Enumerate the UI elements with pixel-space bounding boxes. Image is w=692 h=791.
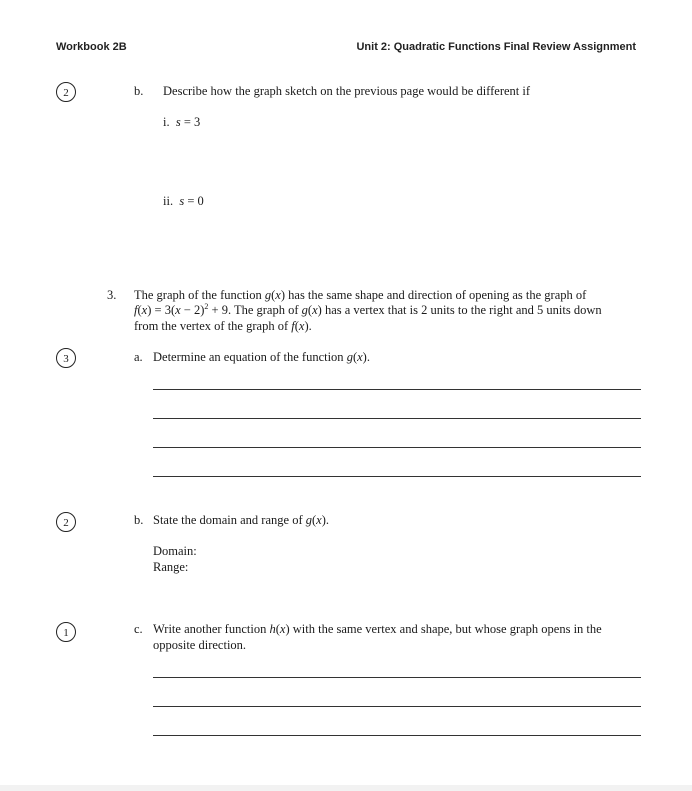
sub-question-ii: ii. s = 0: [163, 194, 204, 208]
sub-question-i: i. s = 3: [163, 115, 201, 129]
marks-badge: 1: [56, 622, 76, 642]
question-letter: b.: [134, 513, 144, 527]
answer-line[interactable]: [153, 389, 641, 390]
question-letter: b.: [134, 84, 144, 98]
question-prompt: Describe how the graph sketch on the previous page would be different if: [163, 84, 531, 98]
question-stem-line-1: The graph of the function g(x) has the same shape and direction of opening as the graph of: [134, 288, 587, 302]
question-prompt-line-2: opposite direction.: [153, 638, 247, 652]
question-number: 3.: [107, 288, 117, 302]
question-prompt: Determine an equation of the function g(x).: [153, 350, 370, 364]
question-prompt: State the domain and range of g(x).: [153, 513, 330, 527]
answer-line[interactable]: [153, 447, 641, 448]
answer-line[interactable]: [153, 677, 641, 678]
range-label: Range:: [153, 560, 189, 574]
marks-badge: 3: [56, 348, 76, 368]
question-letter: a.: [134, 350, 143, 364]
question-letter: c.: [134, 622, 143, 636]
unit-title: Unit 2: Quadratic Functions Final Review Assignment: [356, 41, 636, 53]
answer-line[interactable]: [153, 418, 641, 419]
question-stem-line-2: $f(x) = 3(x - 2)^2 + 9$. The graph of g(x) has a vertex that is 2 units to the right and 5 units down: [134, 302, 602, 317]
answer-line[interactable]: [153, 476, 641, 477]
page-bottom-edge: [0, 785, 692, 791]
workbook-label: Workbook 2B: [56, 41, 127, 53]
answer-line[interactable]: [153, 735, 641, 736]
marks-badge: 2: [56, 512, 76, 532]
question-prompt-line-1: Write another function h(x) with the same vertex and shape, but whose graph opens in the: [153, 622, 602, 636]
answer-line[interactable]: [153, 706, 641, 707]
marks-badge: 2: [56, 82, 76, 102]
domain-label: Domain:: [153, 544, 197, 558]
question-stem-line-3: from the vertex of the graph of f(x).: [134, 319, 312, 333]
